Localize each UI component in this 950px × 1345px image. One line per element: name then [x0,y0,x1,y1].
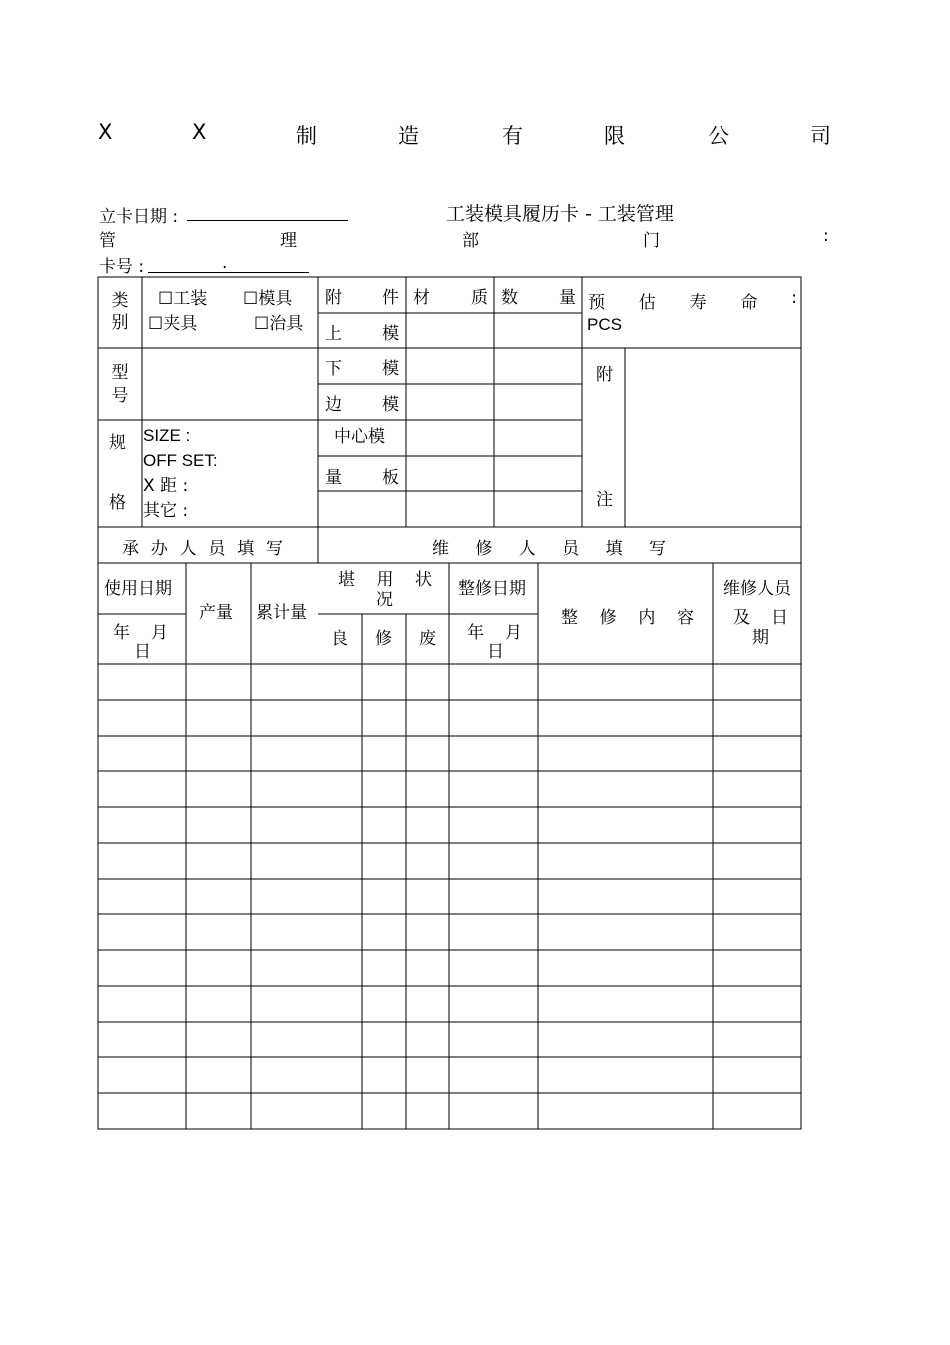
spec-other: 其它 : [143,501,189,521]
part-upper-mold: 上 模 [325,324,399,344]
part-center-mold: 中心模 [334,427,385,447]
repairer-header-2: 及 日 [733,608,788,628]
category-label: 类别 [111,291,129,334]
use-date-day: 日 [134,642,151,662]
company-char: 造 [398,124,419,148]
dept-char: 门 [643,231,660,251]
part-side-mold: 边 模 [325,395,399,415]
company-char: 司 [810,124,831,148]
checkbox-icon: ☐ [254,314,270,334]
checkbox-fixture[interactable]: ☐夹具 [148,314,198,334]
handler-section-header: 承 办 人 员 填 写 [122,539,283,559]
checkbox-mold[interactable]: ☐模具 [243,289,293,309]
company-char: 制 [296,124,317,148]
quantity-header: 数 量 [501,288,576,308]
use-date-ymd: 年 月 [113,623,168,643]
spec-label-bottom: 格 [109,493,126,513]
checkbox-icon: ☐ [158,289,174,309]
part-lower-mold: 下 模 [325,359,399,379]
dept-char: 部 [462,231,479,251]
checkbox-icon: ☐ [148,314,164,334]
condition-header: 堪 用 状 [338,570,432,590]
repair-header: 修 [375,629,392,649]
card-no-dot: . [222,253,228,273]
dept-char: 管 [99,231,116,251]
part-gauge-plate: 量 板 [325,468,399,488]
output-header: 产量 [199,603,233,623]
repairer-header-3: 期 [752,628,769,648]
condition-header-2: 况 [376,590,393,610]
card-title: 工装模具履历卡 - 工装管理 [446,203,674,225]
life-unit: PCS [587,315,622,334]
company-char: 限 [604,124,625,148]
company-char: 公 [708,124,729,148]
repair-date-day: 日 [487,642,504,662]
company-char: X [98,120,113,144]
checkbox-tooling[interactable]: ☐工装 [158,289,208,309]
cumulative-header: 累计量 [256,603,307,623]
use-date-header: 使用日期 [104,579,172,599]
dept-char: : [823,226,829,246]
attach-header: 附 件 [325,288,399,308]
repairer-header: 维修人员 [723,579,791,599]
model-label: 型号 [111,363,129,406]
remark-label-top: 附 [596,365,613,385]
repair-content-header: 整 修 内 容 [561,608,694,628]
life-estimate-label: 预 估 寿 命 : [588,288,797,313]
dept-char: 理 [280,231,297,251]
spec-size: SIZE : [143,426,191,445]
company-char: 有 [502,124,523,148]
spec-label-top: 规 [109,433,126,453]
spec-x-distance: X 距 : [143,476,189,496]
spec-offset: OFF SET: [143,451,218,470]
scrap-header: 废 [419,629,436,649]
material-header: 材 质 [413,288,488,308]
checkbox-jig[interactable]: ☐治具 [254,314,304,334]
company-char: X [192,120,207,144]
repair-section-header: 维 修 人 员 填 写 [432,539,666,559]
remark-label-bottom: 注 [596,490,613,510]
checkbox-icon: ☐ [243,289,259,309]
good-header: 良 [331,629,348,649]
repair-date-ymd: 年 月 [467,623,522,643]
repair-date-header: 整修日期 [458,579,526,599]
card-no-label: 卡号 : [99,257,145,277]
date-label: 立卡日期 : [99,207,179,227]
